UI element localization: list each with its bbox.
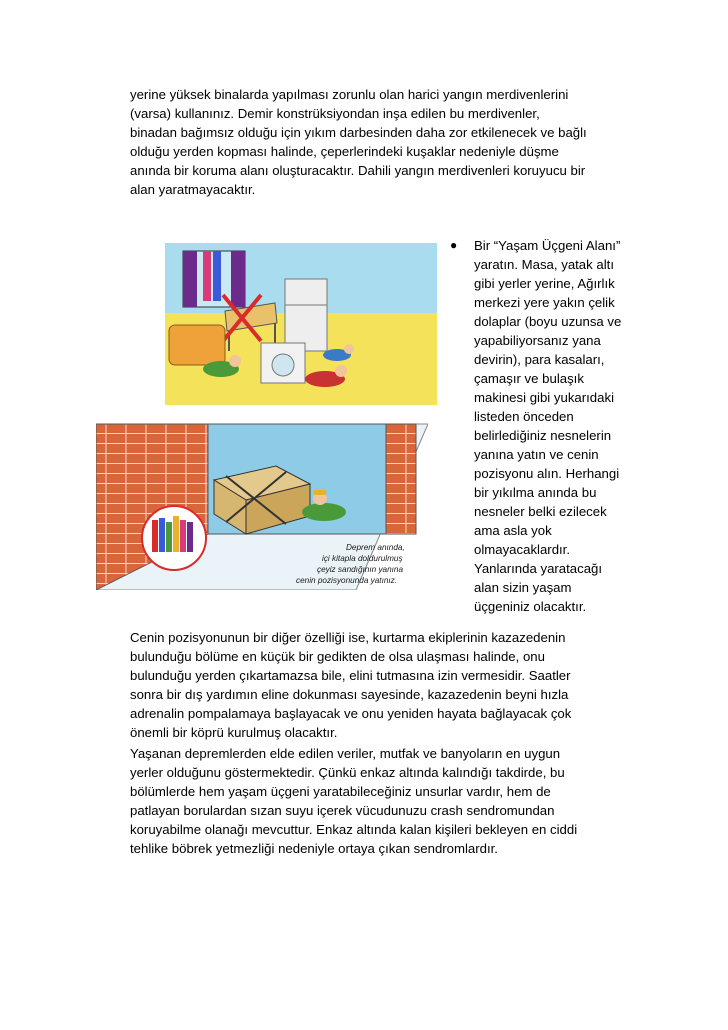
refrigerator: [285, 279, 327, 351]
bullet-marker: ●: [450, 238, 458, 252]
room-illustration: [165, 243, 437, 405]
bullet-text: Bir “Yaşam Üçgeni Alanı” yaratın. Masa, yatak altı gibi yerler yerine, Ağırlık merkezi yere yakın çelik dolaplar (boyu uzunsa ve yapabiliyorsanız yana devirin), para kasaları, çamaşır ve bulaşık makinesi gibi yukarıdaki listeden önceden belirlediğiniz nesnelerin yanına yatın ve cenin pozisyonu alın. Herhangi bir yıkılma anında bu nesneler belki ezilecek ama asla yok olmayacaklardır. Yanlarında yaratacağı alan sizin yaşam üçgeniniz olacaktır.: [474, 238, 622, 614]
curtain-blue: [213, 251, 221, 301]
person-head-1: [229, 355, 241, 367]
chest-illustration: [96, 404, 428, 590]
curtain-left: [183, 251, 197, 307]
curtain-right: [231, 251, 245, 307]
sofa: [169, 325, 225, 365]
person-fetal-position: [302, 503, 346, 521]
paragraph-fire-escape: yerine yüksek binalarda yapılması zorunlu olan harici yangın merdivenlerini (varsa) kullanınız. Demir konstrüksiyondan inşa edilen bu merdivenler, binadan bağımsız olduğu için yıkım darbesinden daha zor etkilenecek ve bağlı olduğu yerden kopması halinde, çeperlerindeki kuşaklar nedeniyle düşme anında bir koruma alanı oluşturacaktır. Dahili yangın merdivenleri koruyucu bir alan yaratmayacaktır.: [130, 87, 587, 197]
caption-line-3: çeyiz sandığının yanına: [317, 565, 404, 574]
caption-line-4: cenin pozisyonunda yatınız.: [296, 576, 398, 585]
caption-line-2: içi kitapla doldurulmuş: [322, 554, 403, 563]
caption-line-1: Deprem anında,: [346, 543, 405, 552]
paragraph-fetal-position: Cenin pozisyonunun bir diğer özelliği ise, kurtarma ekiplerinin kazazedenin bulunduğu bölüme en küçük bir gedikten de olsa ulaşması halinde, onu bulunduğu yerden çıkartamazsa bile, elini tutmasına izin vermesidir. Saatler sonra bir dış yardımın eline dokunması sayesinde, kazazedenin beyni hızla adrenalin pompalamaya başlayacak ve onu yeniden hayata bağlayacak çok önemli bir köprü kurulmuş olacaktır.: [130, 630, 572, 740]
curtain-pink: [203, 251, 211, 301]
person-head-2: [335, 365, 347, 377]
brick-wall-right: [386, 424, 416, 534]
paragraph-kitchen-bathroom: Yaşanan depremlerden elde edilen veriler, mutfak ve banyoların en uygun yerler olduğunu göstermektedir. Çünkü enkaz altında kalındığı takdirde, bu bölümlerde hem yaşam üçgeni yaratabileceğiniz unsurlar vardır, hem de patlayan borulardan sızan suyu içerek vücudunuzu crash sendromundan koruyabilme olanağı mevcuttur. Enkaz altında kalan kişileri bekleyen en ciddi tehlike böbrek yetmezliği nedeniyle ortaya çıkan sendromlardır.: [130, 746, 578, 856]
